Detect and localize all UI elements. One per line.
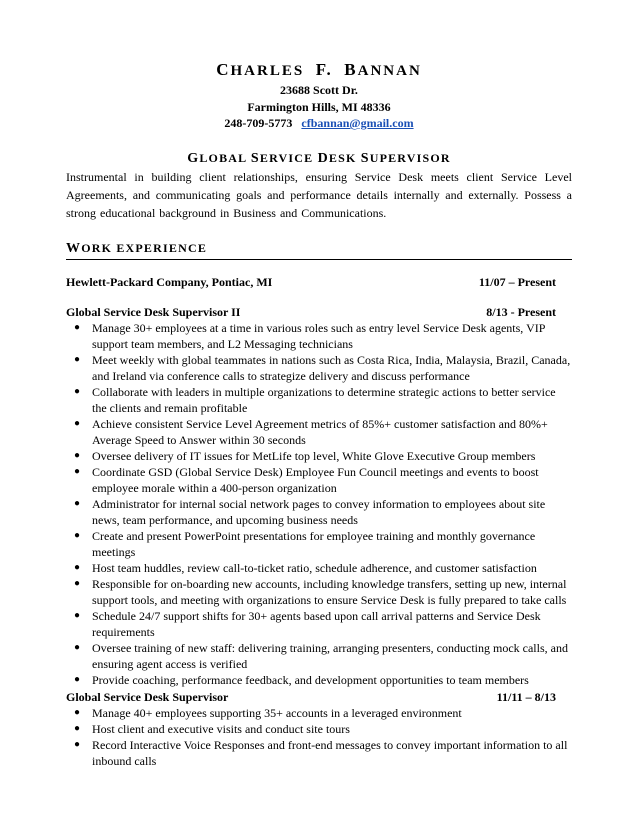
bullet-icon: ● bbox=[74, 322, 81, 333]
list-item bbox=[66, 416, 572, 448]
bullet-text: Create and present PowerPoint presentations for employee training and monthly governance meetings bbox=[92, 529, 536, 559]
list-item bbox=[66, 737, 572, 769]
bullet-text: Manage 30+ employees at a time in various roles such as entry level Service Desk agents, VIP support team members, and L2 Messaging technicians bbox=[92, 321, 545, 351]
bullet-text: Achieve consistent Service Level Agreement metrics of 85%+ customer satisfaction and 80%+ Average Speed to Answer within 30 seconds bbox=[92, 417, 548, 447]
bullet-text: Record Interactive Voice Responses and front-end messages to convey important information to all inbound calls bbox=[92, 738, 568, 768]
bullet-text: Oversee delivery of IT issues for MetLife top level, White Glove Executive Group members bbox=[92, 449, 536, 463]
role-title: Global Service Desk Supervisor bbox=[66, 690, 229, 704]
bullet-text: Manage 40+ employees supporting 35+ accounts in a leveraged environment bbox=[92, 706, 462, 720]
list-item bbox=[66, 352, 572, 384]
bullet-icon: ● bbox=[74, 418, 81, 429]
bullet-text: Responsible for on-boarding new accounts, including knowledge transfers, setting up new, internal support tools, and meeting with organizations to ensure Service Desk is fully prepared to take calls bbox=[92, 577, 567, 607]
bullet-icon: ● bbox=[74, 610, 81, 621]
bullet-text: Provide coaching, performance feedback, and development opportunities to team members bbox=[92, 673, 529, 687]
list-item bbox=[66, 320, 572, 352]
work-experience-heading: WORK EXPERIENCE bbox=[66, 241, 572, 260]
address-block bbox=[0, 82, 638, 116]
bullet-text: Host team huddles, review call-to-ticket ratio, schedule adherence, and customer satisfaction bbox=[92, 561, 537, 575]
list-item bbox=[66, 448, 572, 464]
bullet-icon: ● bbox=[74, 354, 81, 365]
list-item bbox=[66, 528, 572, 560]
list-item bbox=[66, 640, 572, 672]
role-dates: 8/13 - Present bbox=[486, 305, 556, 319]
bullet-icon: ● bbox=[74, 466, 81, 477]
bullet-icon: ● bbox=[74, 562, 81, 573]
list-item bbox=[66, 576, 572, 608]
bullet-icon: ● bbox=[74, 674, 81, 685]
bullet-text: Host client and executive visits and conduct site tours bbox=[92, 722, 350, 736]
bullet-text: Collaborate with leaders in multiple organizations to determine strategic actions to better service the clients and remain profitable bbox=[92, 385, 556, 415]
role-title-row bbox=[66, 305, 556, 320]
role-bullet-list bbox=[66, 320, 572, 688]
role-title-row bbox=[66, 690, 556, 705]
bullet-text: Coordinate GSD (Global Service Desk) Employee Fun Council meetings and events to boost employee morale within a 400-person organization bbox=[92, 465, 539, 495]
bullet-icon: ● bbox=[74, 642, 81, 653]
list-item bbox=[66, 560, 572, 576]
list-item bbox=[66, 705, 572, 721]
bullet-text: Administrator for internal social network pages to convey information to employees about site news, team performance, and upcoming business needs bbox=[92, 497, 546, 527]
candidate-name: CHARLES F. BANNAN bbox=[216, 60, 422, 79]
contact-line bbox=[0, 116, 638, 131]
role-bullet-list bbox=[66, 705, 572, 769]
job-title-heading: GLOBAL SERVICE DESK SUPERVISOR bbox=[187, 151, 451, 166]
city-state-zip: Farmington Hills, MI 48336 bbox=[247, 100, 391, 114]
bullet-icon: ● bbox=[74, 578, 81, 589]
street-address: 23688 Scott Dr. bbox=[280, 83, 358, 97]
employer-row bbox=[66, 275, 556, 290]
bullet-icon: ● bbox=[74, 723, 81, 734]
role-dates: 11/11 – 8/13 bbox=[496, 690, 556, 704]
bullet-icon: ● bbox=[74, 450, 81, 461]
professional-summary: Instrumental in building client relationships, ensuring Service Desk meets client Service Level Agreements, and communicating goals and performance details internally and externally. Possess a strong educational background in Business and Communications. bbox=[66, 170, 572, 220]
bullet-icon: ● bbox=[74, 498, 81, 509]
employer-dates: 11/07 – Present bbox=[478, 275, 556, 289]
bullet-icon: ● bbox=[74, 530, 81, 541]
list-item bbox=[66, 384, 572, 416]
list-item bbox=[66, 608, 572, 640]
bullet-text: Schedule 24/7 support shifts for 30+ agents based upon call arrival patterns and Service Desk requirements bbox=[92, 609, 541, 639]
phone-number: 248-709-5773 bbox=[224, 116, 293, 130]
employer-name: Hewlett-Packard Company, Pontiac, MI bbox=[66, 275, 273, 289]
list-item bbox=[66, 721, 572, 737]
list-item bbox=[66, 496, 572, 528]
email-link[interactable]: cfbannan@gmail.com bbox=[301, 116, 414, 130]
list-item bbox=[66, 464, 572, 496]
bullet-icon: ● bbox=[74, 707, 81, 718]
list-item bbox=[66, 672, 572, 688]
bullet-text: Meet weekly with global teammates in nations such as Costa Rica, India, Malaysia, Brazil, Canada, and Ireland via conference calls to strategize delivery and discuss performance bbox=[92, 353, 571, 383]
bullet-icon: ● bbox=[74, 739, 81, 750]
bullet-icon: ● bbox=[74, 386, 81, 397]
role-title: Global Service Desk Supervisor II bbox=[66, 305, 241, 319]
bullet-text: Oversee training of new staff: delivering training, arranging presenters, conducting mock calls, and ensuring agent access is verified bbox=[92, 641, 568, 671]
